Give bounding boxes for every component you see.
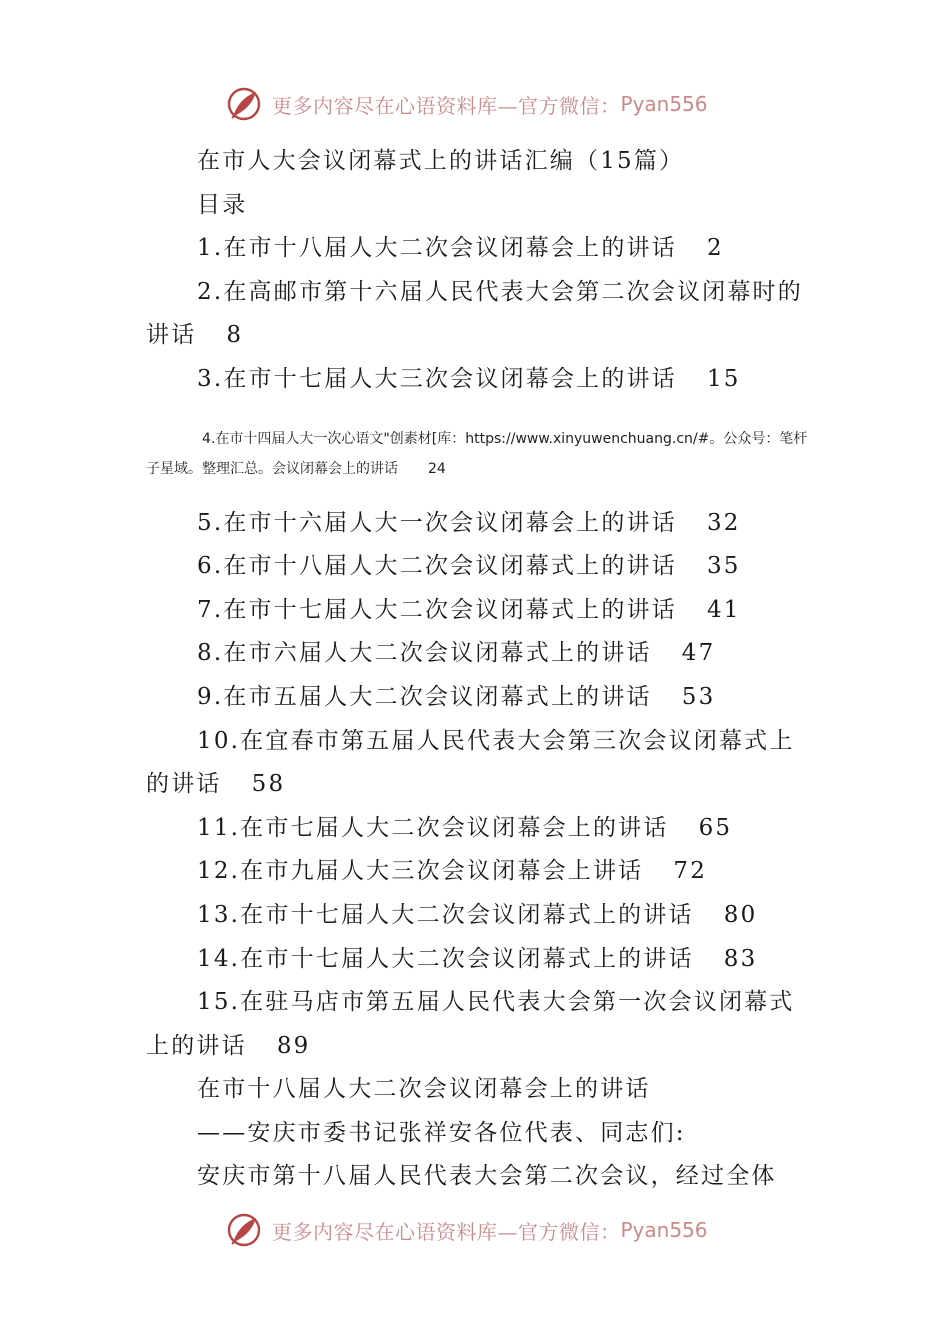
section-title: 在市十八届人大二次会议闭幕会上的讲话 [197,1076,651,1103]
toc-item [146,416,810,488]
banner-text: 更多内容尽在心语资料库—官方微信： [272,1219,621,1244]
toc-item-page: 58 [251,771,286,798]
toc-item-page: 83 [723,945,758,972]
toc-item-text: 1.在市十八届人大二次会议闭幕会上的讲话 [197,235,677,262]
toc-item [146,981,810,1068]
toc-item-page: 47 [681,640,716,667]
toc-item-text: 14.在市十七届人大二次会议闭幕式上的讲话 [197,945,694,972]
pen-logo-icon [226,1210,266,1250]
toc-item-text: 9.在市五届人大二次会议闭幕式上的讲话 [197,683,652,710]
toc-item [146,545,810,589]
toc-item [146,938,810,982]
toc-item-text: 4.在市十四届人大一次心语文"创素材[库：https://www.xinyuwenchuang.cn/#。公众号：笔杆子星域。整理汇总。会议闭幕会上的讲话 [146,430,808,477]
banner-wechat-id: Pyan556 [620,1218,708,1242]
banner-text: 更多内容尽在心语资料库—官方微信： [272,93,621,118]
toc-item [146,358,810,402]
toc-item-page: 15 [706,365,741,392]
toc-item-text: 3.在市十七届人大三次会议闭幕会上的讲话 [197,365,677,392]
toc-item-page: 65 [698,814,733,841]
toc-item-text: 11.在市七届人大二次会议闭幕会上的讲话 [197,814,669,841]
watermark-banner-top [226,82,746,126]
toc-item [146,589,810,633]
document-body [146,140,810,1199]
toc-item-page: 35 [706,553,741,580]
toc-item [146,271,810,358]
toc-item [146,676,810,720]
toc-item-text: 2.在高邮市第十六届人民代表大会第二次会议闭幕时的讲话 [146,278,803,349]
toc-item-page: 24 [428,460,446,477]
toc-item-page: 2 [706,235,724,262]
toc-item-text: 13.在市十七届人大二次会议闭幕式上的讲话 [197,901,694,928]
toc-item-text: 12.在市九届人大三次会议闭幕会上讲话 [197,858,644,885]
toc-item-text: 7.在市十七届人大二次会议闭幕式上的讲话 [197,596,677,623]
toc-item [146,894,810,938]
toc-item [146,632,810,676]
toc-item-text: 6.在市十八届人大二次会议闭幕式上的讲话 [197,553,677,580]
byline: ——安庆市委书记张祥安各位代表、同志们: [197,1119,686,1146]
body-paragraph: 安庆市第十八届人民代表大会第二次会议，经过全体 [197,1163,777,1190]
toc-item-page: 72 [673,858,708,885]
banner-wechat-id: Pyan556 [620,92,708,116]
toc-item [146,502,810,546]
toc-heading: 目录 [197,191,248,218]
document-title: 在市人大会议闭幕式上的讲话汇编（15篇） [197,148,685,174]
toc-item-text: 10.在宜春市第五届人民代表大会第三次会议闭幕式上的讲话 [146,727,795,798]
toc-item-text: 15.在驻马店市第五届人民代表大会第一次会议闭幕式上的讲话 [146,989,795,1059]
toc-item-page: 89 [276,1032,311,1059]
toc-item-text: 5.在市十六届人大一次会议闭幕会上的讲话 [197,509,677,536]
watermark-banner-bottom [226,1208,746,1252]
pen-logo-icon [226,84,266,124]
toc-item-page: 8 [226,322,244,349]
toc-item-page: 53 [681,683,716,710]
toc-item-text: 8.在市六届人大二次会议闭幕式上的讲话 [197,640,652,667]
toc-item [146,850,810,894]
toc-item-page: 32 [706,509,741,536]
toc-item-page: 41 [706,596,741,623]
toc-item [146,227,810,271]
toc-item [146,807,810,851]
toc-item-page: 80 [723,901,758,928]
toc-item [146,720,810,807]
